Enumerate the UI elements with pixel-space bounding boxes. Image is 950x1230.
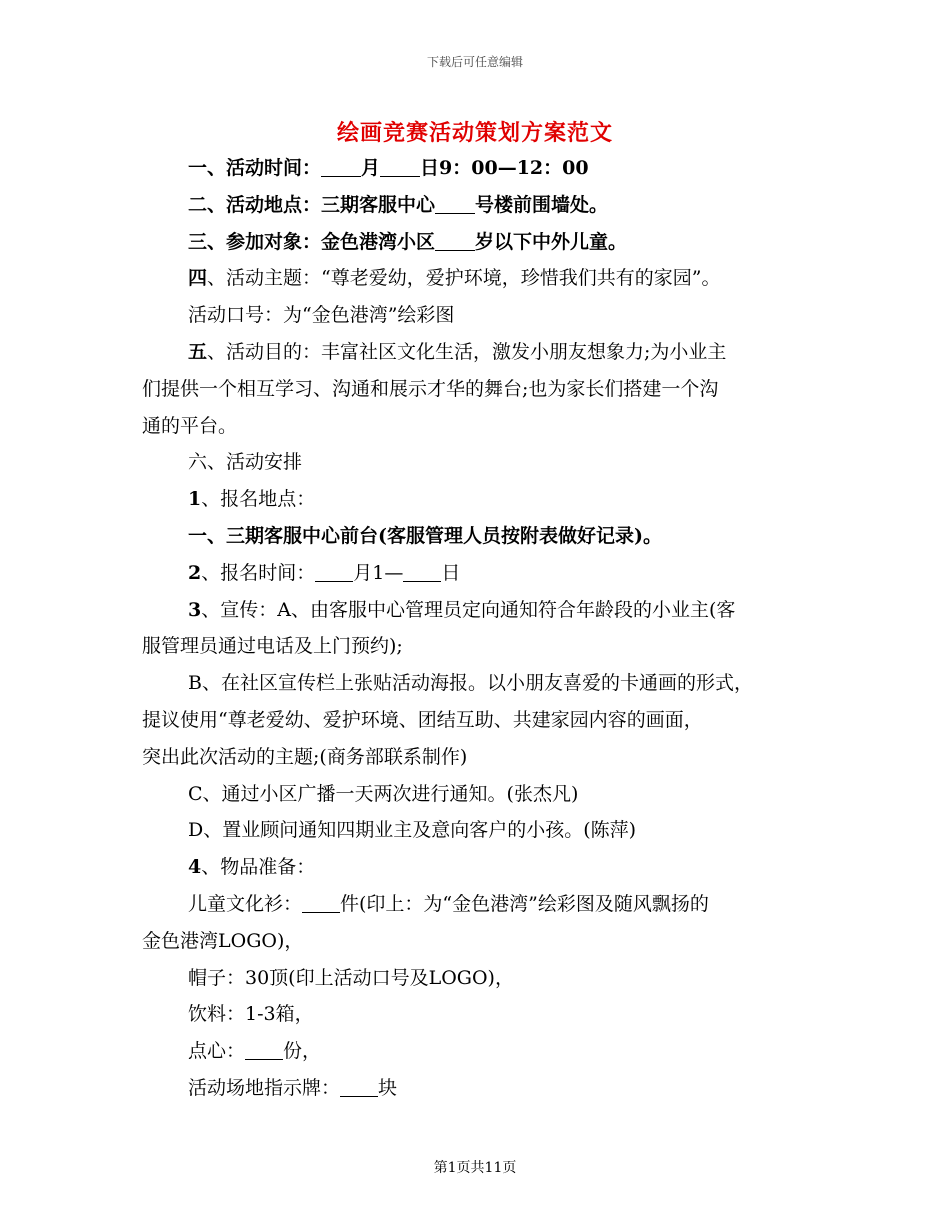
promo-c: C、通过小区广播一天两次进行通知。(张杰凡)	[188, 782, 579, 805]
promo-b-line3: 突出此次活动的主题;(商务部联系制作)	[142, 745, 468, 768]
blank	[403, 561, 441, 582]
signup-time: 2、报名时间： 月1— 日	[188, 561, 461, 584]
promo-line1: 3、宣传：A、由客服中心管理员定向通知符合年龄段的小业主(客	[188, 598, 736, 621]
document-body	[142, 150, 810, 1107]
promo-b-line2: 提议使用“尊老爱幼、爱护环境、团结互助、共建家园内容的画面，	[142, 708, 703, 731]
items-heading: 4、物品准备：	[188, 856, 316, 879]
page-footer: 第1页共11页	[433, 1160, 517, 1176]
promo-d: D、置业顾问通知四期业主及意向客户的小孩。(陈萍)	[188, 819, 637, 842]
signup-desk: 一、三期客服中心前台(客服管理人员按附表做好记录)。	[188, 524, 662, 547]
items-shirt-cont: 金色港湾LOGO)，	[142, 929, 304, 952]
activity-slogan: 活动口号：为“金色港湾”绘彩图	[188, 304, 455, 327]
activity-target: 三、参加对象：金色港湾小区 岁以下中外儿童。	[188, 230, 628, 253]
activity-place: 二、活动地点：三期客服中心 号楼前围墙处。	[188, 193, 609, 216]
page-header-note: 下载后可任意编辑	[426, 55, 523, 69]
promo-b-line1: B、在社区宣传栏上张贴活动海报。以小朋友喜爱的卡通画的形式，	[188, 672, 753, 695]
blank	[245, 1039, 283, 1060]
signup-place: 1、报名地点：	[188, 488, 316, 511]
activity-theme: 四、活动主题：“尊老爱幼，爱护环境，珍惜我们共有的家园”。	[188, 267, 721, 290]
items-hat: 帽子：30顶(印上活动口号及LOGO)，	[188, 966, 514, 989]
document-title: 绘画竞赛活动策划方案范文	[336, 120, 613, 146]
activity-arrangement-heading: 六、活动安排	[188, 451, 303, 474]
activity-purpose-line2: 们提供一个相互学习、沟通和展示才华的舞台;也为家长们搭建一个沟	[142, 377, 719, 400]
activity-time: 一、活动时间： 月 日9：00—12：00	[188, 157, 589, 179]
blank	[380, 156, 420, 177]
blank	[435, 230, 475, 251]
items-sign: 活动场地指示牌： 块	[188, 1076, 398, 1099]
blank	[315, 561, 353, 582]
blank	[435, 193, 475, 214]
items-shirt: 儿童文化衫： 件(印上：为“金色港湾”绘彩图及随风飘扬的	[188, 892, 709, 915]
blank	[302, 892, 340, 913]
promo-line2: 服管理员通过电话及上门预约);	[142, 635, 403, 658]
activity-purpose-line1: 五、活动目的：丰富社区文化生活，激发小朋友想象力;为小业主	[188, 340, 727, 363]
activity-purpose-line3: 通的平台。	[142, 414, 238, 437]
blank	[321, 156, 361, 177]
blank	[340, 1076, 378, 1097]
items-drink: 饮料：1-3箱，	[188, 1003, 314, 1026]
items-snack: 点心： 份，	[188, 1040, 322, 1063]
